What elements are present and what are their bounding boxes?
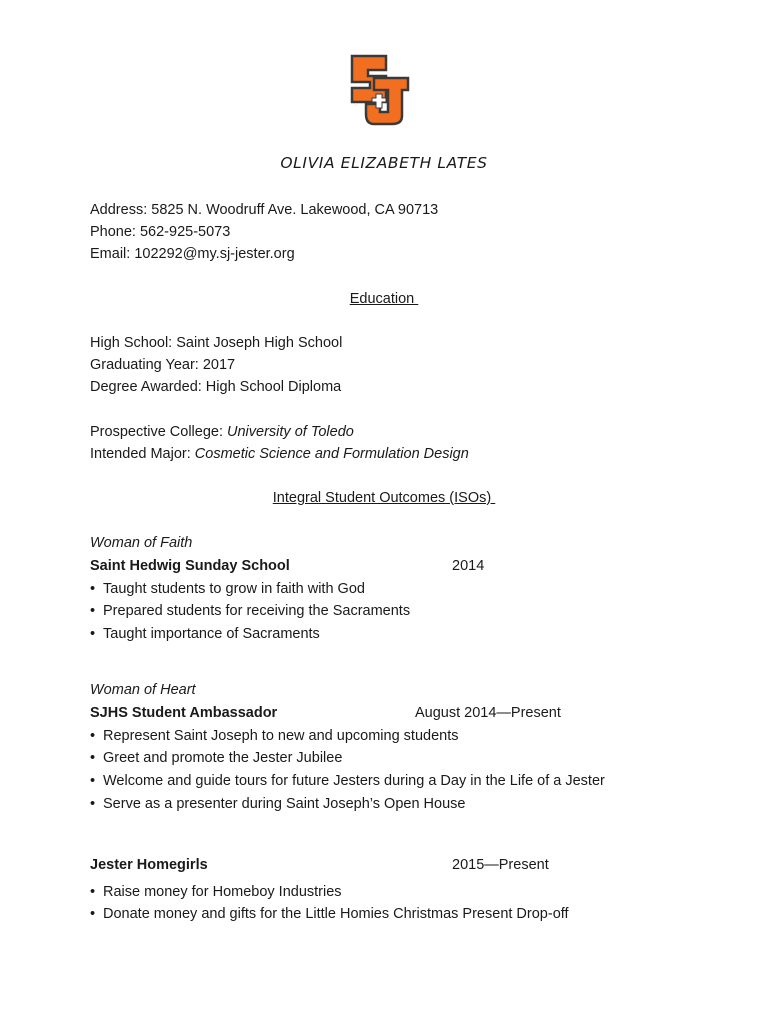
education-heading: Education — [349, 291, 419, 307]
intended-major — [90, 445, 469, 463]
prospective-college — [90, 423, 354, 441]
education-degree: Degree Awarded: High School Diploma — [90, 379, 342, 395]
faith-date: 2014 — [452, 558, 485, 574]
faith-bullet: • Taught importance of Sacraments — [90, 626, 320, 642]
contact-address: Address: 5825 N. Woodruff Ave. Lakewood, CA 90713 — [90, 202, 439, 218]
contact-email: Email: 102292@my.sj-jester.org — [90, 246, 295, 262]
faith-bullet: • Prepared students for receiving the Sacraments — [90, 603, 411, 619]
prospective-college-label: Prospective College: — [90, 424, 228, 440]
bullet-mark: • — [90, 728, 96, 744]
education-high-school: High School: Saint Joseph High School — [90, 335, 343, 351]
bullet-mark: • — [90, 906, 96, 922]
faith-title: Saint Hedwig Sunday School — [90, 558, 290, 574]
heart-bullet: • Welcome and guide tours for future Jesters during a Day in the Life of a Jester — [90, 773, 605, 789]
bullet-mark: • — [90, 884, 96, 900]
education-graduating-year: Graduating Year: 2017 — [90, 357, 236, 373]
heart-title: SJHS Student Ambassador — [90, 705, 278, 721]
intended-major-value: Cosmetic Science and Formulation Design — [194, 446, 469, 462]
heart-bullet: • Greet and promote the Jester Jubilee — [90, 750, 343, 766]
resume-name: OLIVIA ELIZABETH LATES — [280, 154, 488, 172]
homegirls-title: Jester Homegirls — [90, 857, 208, 873]
bullet-mark: • — [90, 773, 96, 789]
heart-bullet: • Represent Saint Joseph to new and upcoming students — [90, 728, 459, 744]
faith-category: Woman of Faith — [90, 535, 193, 551]
heart-category: Woman of Heart — [90, 682, 196, 698]
heart-date: August 2014—Present — [415, 705, 561, 721]
intended-major-label: Intended Major: — [90, 446, 195, 462]
heart-bullet: • Serve as a presenter during Saint Joseph’s Open House — [90, 796, 466, 812]
school-logo-icon — [346, 50, 412, 128]
faith-bullet: • Taught students to grow in faith with God — [90, 581, 365, 597]
bullet-mark: • — [90, 796, 96, 812]
homegirls-bullet: • Raise money for Homeboy Industries — [90, 884, 342, 900]
homegirls-bullet: • Donate money and gifts for the Little Homies Christmas Present Drop-off — [90, 906, 569, 922]
bullet-mark: • — [90, 581, 96, 597]
bullet-mark: • — [90, 750, 96, 766]
isos-heading: Integral Student Outcomes (ISOs) — [272, 490, 496, 506]
homegirls-date: 2015—Present — [452, 857, 549, 873]
prospective-college-value: University of Toledo — [227, 424, 354, 440]
bullet-mark: • — [90, 603, 96, 619]
contact-phone: Phone: 562-925-5073 — [90, 224, 231, 240]
bullet-mark: • — [90, 626, 96, 642]
